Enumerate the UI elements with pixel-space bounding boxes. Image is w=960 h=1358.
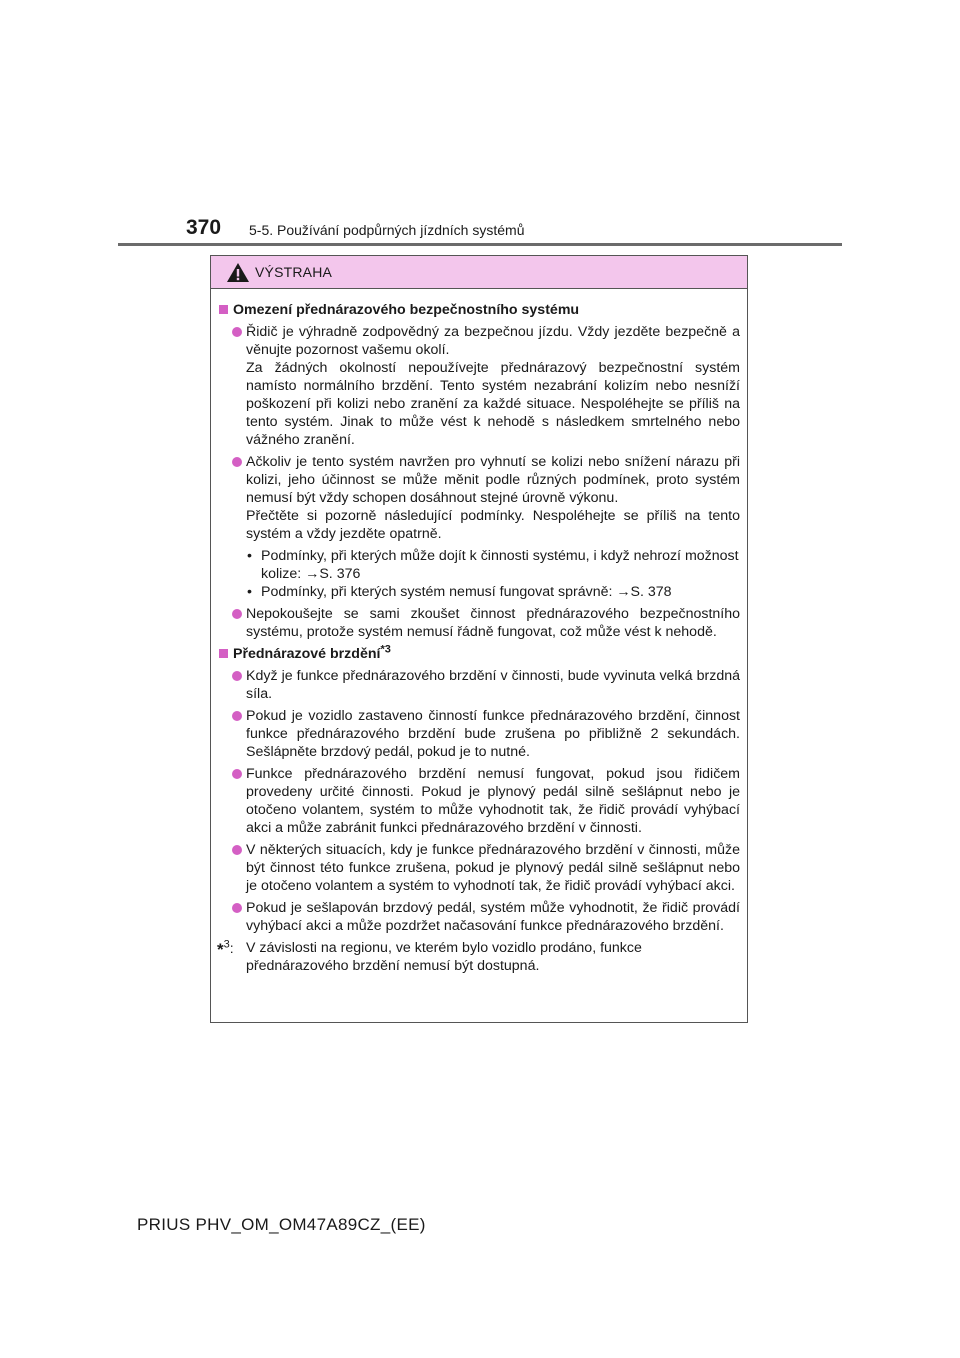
warning-box [210,255,748,1023]
bullet-item [217,765,741,837]
bullet-paragraph: V některých situacích, kdy je funkce přednárazového brzdění v činnosti, může být činnost této funkce zrušena, pokud je plynový pedál silně sešlápnut nebo je otočeno volantem a systém to vyhodnotí tak, že řidič provádí vyhýbací akci. [246,842,740,894]
bullet-text [246,667,741,703]
bullet-paragraph: Funkce přednárazového brzdění nemusí fungovat, pokud jsou řidičem provedeny určité činnosti. Pokud je plynový pedál silně sešlápnut nebo je otočeno volantem, systém to může vyhodnotit tak, že řidič provádí vyhýbací akci a může zabránit funkci přednárazového brzdění v činnosti. [246,766,740,836]
circle-bullet-icon [232,609,242,619]
square-bullet-icon [219,305,228,314]
bullet-paragraph: Když je funkce přednárazového brzdění v činnosti, bude vyvinuta velká brzdná síla. [246,668,740,702]
circle-bullet-icon [232,845,242,855]
bullet-text [246,765,741,837]
bullet-text [246,899,741,935]
section-heading [217,301,741,319]
bullet-paragraph: Řidič je výhradně zodpovědný za bezpečnou jízdu. Vždy jezděte bezpečně a věnujte pozornost vašemu okolí. [246,324,740,358]
section-heading-text [233,301,579,319]
circle-bullet-icon [232,671,242,681]
bullet-paragraph: Ačkoliv je tento systém navržen pro vyhnutí se kolizi nebo snížení nárazu při kolizi, jeho účinnost se může měnit podle různých podmínek, proto systém nemusí být vždy schopen dosáhnout stejné úrovně výkonu. [246,454,740,506]
warning-header [211,256,747,289]
section-heading-text [233,645,391,663]
warning-triangle-icon [226,262,250,283]
circle-bullet-icon [232,711,242,721]
footnote [217,939,741,975]
section-heading-label: Omezení přednárazového bezpečnostního systému [233,302,580,318]
footnote-asterisk: * [217,940,224,959]
bullet-text [246,453,741,543]
sub-item [247,547,741,583]
bullet-item [217,707,741,761]
bullet-paragraph: Pokud je sešlapován brzdový pedál, systém může vyhodnotit, že řidič provádí vyhýbací akci a může pozdržet načasování funkce přednárazového brzdění. [246,900,740,934]
circle-bullet-icon [232,457,242,467]
bullet-item [217,323,741,449]
square-bullet-icon [219,649,228,658]
sub-item-text: Podmínky, při kterých může dojít k činnosti systému, i když nehrozí možnost kolize: →S. 376 [261,548,739,582]
bullet-text [246,605,741,641]
bullet-text [246,323,741,449]
footnote-ref: *3 [380,643,391,656]
footnote-text: V závislosti na regionu, ve kterém bylo vozidlo prodáno, funkce přednárazového brzdění nemusí být dostupná. [246,940,642,974]
circle-bullet-icon [232,327,242,337]
sub-item [247,583,741,601]
circle-bullet-icon [232,903,242,913]
bullet-text [246,707,741,761]
bullet-paragraph: Pokud je vozidlo zastaveno činností funkce přednárazového brzdění, činnost funkce přednárazového brzdění bude zrušena po přibližně 2 sekundách. Sešlápněte brzdový pedál, pokud je to nutné. [246,708,740,760]
footnote-number: 3 [223,938,230,951]
bullet-paragraph: Nepokoušejte se sami zkoušet činnost přednárazového bezpečnostního systému, protože systém nemusí řádně fungovat, což může vést k nehodě. [246,606,740,640]
bullet-paragraph: Za žádných okolností nepoužívejte přednárazový bezpečnostní systém namísto normálního brzdění. Tento systém nezabrání kolizím nebo nesníží poškození při kolizi nebo zranění za každé situace. Nespoléhejte se příliš na tento systém. Jinak to může vést k nehodě s následkem smrtelného nebo vážného zranění. [246,360,740,448]
sub-bullet-icon: • [247,548,252,564]
sub-bullet-icon: • [247,584,252,600]
warning-body [211,289,747,975]
bullet-paragraph: Přečtěte si pozorně následující podmínky. Nespoléhejte se příliš na tento systém a vždy jezděte opatrně. [246,508,740,542]
page-number: 370 [186,216,222,239]
footnote-marker: *$^3$: [217,938,234,959]
section-heading-label: Přednárazové brzdění [233,646,381,662]
section-heading [217,645,741,663]
bullet-item [217,453,741,543]
footer-doc-id: PRIUS PHV_OM_OM47A89CZ_(EE) [137,1215,426,1234]
sub-item-text: Podmínky, při kterých systém nemusí fungovat správně: →S. 378 [261,584,672,600]
bullet-item [217,667,741,703]
bullet-item [217,605,741,641]
bullet-text [246,841,741,895]
section-title: 5-5. Používání podpůrných jízdních systémů [249,222,525,238]
header-rule [118,243,842,246]
circle-bullet-icon [232,769,242,779]
bullet-item [217,841,741,895]
sub-list [217,547,741,601]
bullet-item [217,899,741,935]
warning-title: VÝSTRAHA [255,264,333,280]
